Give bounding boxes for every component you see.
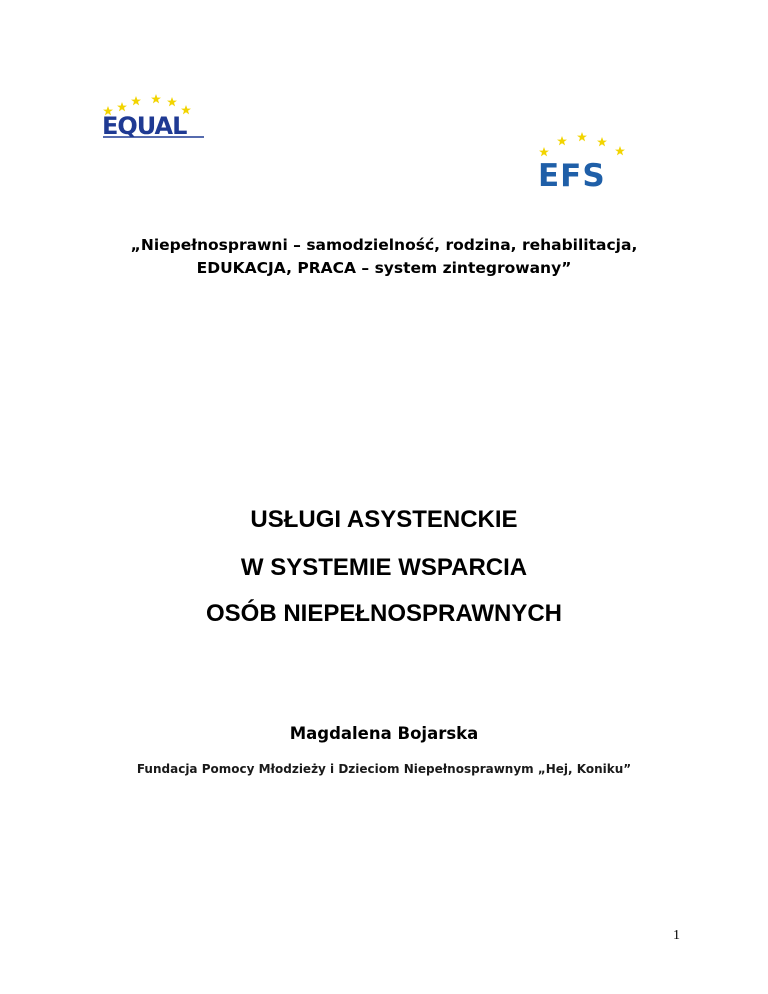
eu-stars-icon — [539, 132, 625, 156]
main-title-line-1: USŁUGI ASYSTENCKIE — [250, 506, 518, 533]
foundation-name: Fundacja Pomocy Młodzieży i Dzieciom Niepełnosprawnym „Hej, Koniku” — [136, 762, 632, 776]
efs-logo — [534, 130, 634, 192]
equal-logo — [100, 92, 210, 142]
efs-logo-graphic — [534, 130, 634, 192]
project-title — [40, 234, 728, 280]
page-number: 1 — [673, 928, 680, 943]
project-title-line-2: EDUKACJA, PRACA – system zintegrowany” — [196, 259, 572, 277]
equal-logo-graphic — [100, 92, 210, 142]
efs-logo-text: EFS — [538, 158, 606, 192]
main-title-line-2: W SYSTEMIE WSPARCIA — [240, 554, 528, 581]
main-title-line-3: OSÓB NIEPEŁNOSPRAWNYCH — [205, 600, 563, 627]
equal-logo-text: EQUAL — [102, 112, 187, 140]
author-name: Magdalena Bojarska — [289, 724, 479, 743]
project-title-line-1: „Niepełnosprawni – samodzielność, rodzina, rehabilitacja, — [130, 236, 638, 254]
